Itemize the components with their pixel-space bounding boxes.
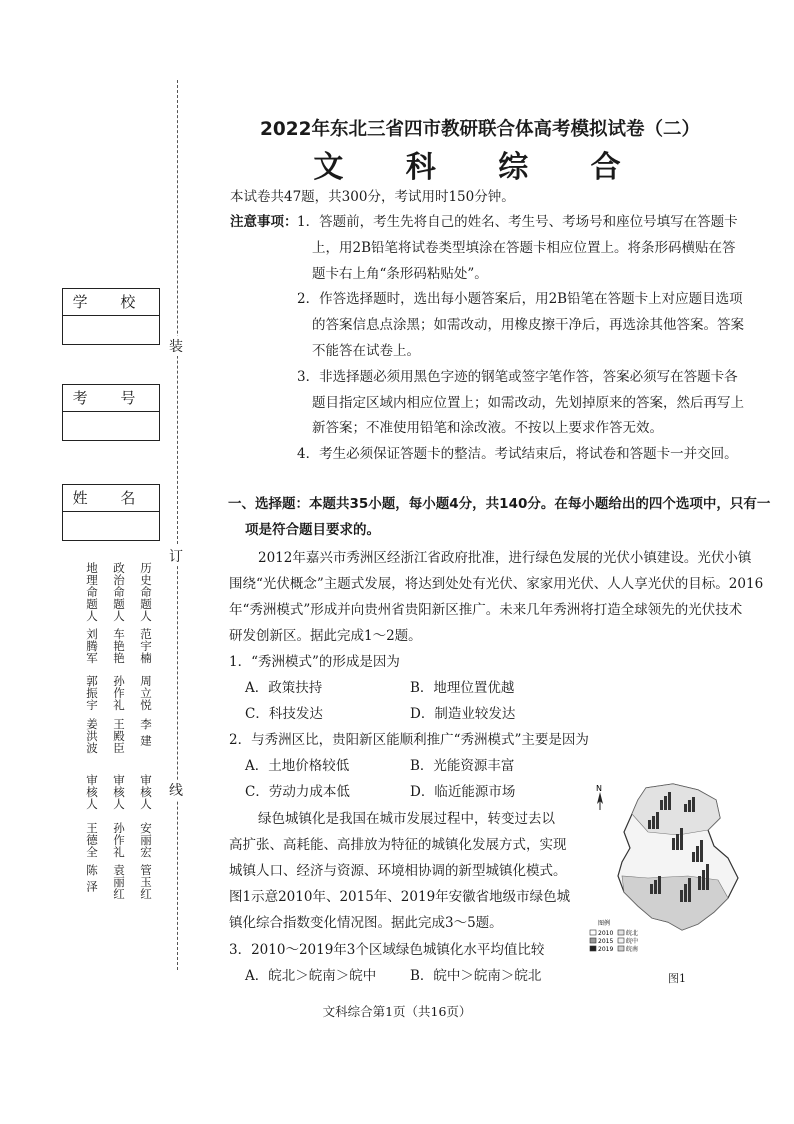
figure-caption: 图1	[668, 972, 686, 985]
passage-line: 图1示意2010年、2015年、2019年安徽省地级市绿色城	[229, 889, 571, 905]
question-3-stem: 3．2010～2019年3个区域绿色城镇化水平均值比较	[229, 942, 545, 958]
name-field[interactable]	[62, 484, 160, 541]
notice-line: 新答案；不准使用铅笔和涂改液。不按以上要求作答无效。	[312, 420, 663, 436]
passage-line: 研发创新区。据此完成1～2题。	[229, 628, 422, 644]
question-1-stem: 1．“秀洲模式”的形成是因为	[229, 654, 400, 670]
map-drawing	[588, 780, 788, 980]
staff-entry: 李 建	[139, 718, 153, 747]
legend-region: 皖中	[626, 938, 639, 945]
staff-entry: 袁丽红	[112, 864, 126, 900]
region-north	[632, 784, 720, 835]
binding-line	[177, 80, 178, 970]
map-legend	[590, 919, 638, 953]
legend-region: 皖南	[626, 946, 639, 953]
notice-line: 上，用2B铅笔将试卷类型填涂在答题卡相应位置上。将条形码横贴在答	[312, 240, 736, 256]
staff-entry: 姜洪波	[85, 718, 99, 754]
section-heading-cont: 项是符合题目要求的。	[245, 522, 380, 538]
staff-entry: 刘腾军	[85, 628, 99, 664]
staff-entry: 审核人	[112, 774, 126, 810]
section-heading: 一、选择题：本题共35小题，每小题4分，共140分。在每小题给出的四个选项中，只有一	[228, 496, 771, 512]
anhui-map-figure	[588, 780, 788, 985]
staff-entry: 王德全	[85, 822, 99, 858]
legend-year: 2010	[598, 930, 614, 937]
question-2-option-b[interactable]: B．光能资源丰富	[410, 758, 515, 774]
notice-line: 的答案信息点涂黑；如需改动，用橡皮擦干净后，再选涂其他答案。答案	[312, 317, 744, 333]
staff-entry: 安丽宏	[139, 822, 153, 858]
passage-line: 绿色城镇化是我国在城市发展过程中，转变过去以	[258, 811, 555, 827]
school-label: 学 校	[63, 289, 159, 316]
staff-entry: 审核人	[139, 774, 153, 810]
exam-intro: 本试卷共47题，共300分，考试用时150分钟。	[230, 189, 515, 205]
passage-line: 2012年嘉兴市秀洲区经浙江省政府批准，进行绿色发展的光伏小镇建设。光伏小镇	[258, 550, 752, 566]
school-field[interactable]	[62, 288, 160, 345]
passage-line: 镇化综合指数变化情况图。据此完成3～5题。	[229, 915, 503, 931]
north-label: N	[596, 784, 602, 793]
legend-title: 图例	[598, 920, 611, 927]
notice-line: 题卡右上角“条形码粘贴处”。	[312, 266, 488, 282]
passage-line: 围绕“光伏概念”主题式发展，将达到处处有光伏、家家用光伏、人人享光伏的目标。2016	[229, 576, 764, 592]
staff-entry: 孙作礼	[112, 675, 126, 711]
question-2-option-c[interactable]: C．劳动力成本低	[245, 784, 350, 800]
staff-entry: 范宇楠	[139, 628, 153, 664]
question-2-stem: 2．与秀洲区比，贵阳新区能顺利推广“秀洲模式”主要是因为	[229, 732, 589, 748]
question-1-option-c[interactable]: C．科技发达	[245, 706, 323, 722]
staff-entry: 地理命题人	[85, 562, 99, 622]
question-1-option-d[interactable]: D．制造业较发达	[410, 706, 516, 722]
gutter-char-zhuang: 装	[169, 336, 183, 356]
notice-label: 注意事项：	[230, 214, 298, 230]
subject-title: 文 科 综 合	[313, 150, 647, 185]
staff-entry: 郭振宇	[85, 675, 99, 711]
passage-line: 城镇人口、经济与资源、环境相协调的新型城镇化模式。	[229, 863, 567, 879]
staff-entry: 管玉红	[139, 864, 153, 900]
staff-entry: 孙作礼	[112, 822, 126, 858]
exam-title: 2022年东北三省四市教研联合体高考模拟试卷（二）	[260, 119, 700, 140]
staff-entry: 车艳艳	[112, 628, 126, 664]
passage-line: 高扩张、高耗能、高排放为特征的城镇化发展方式，实现	[229, 837, 567, 853]
gutter-char-xian: 线	[169, 780, 183, 800]
staff-entry: 历史命题人	[139, 562, 153, 622]
notice-line: 4．考生必须保证答题卡的整洁。考试结束后，将试卷和答题卡一并交回。	[297, 446, 738, 462]
exam-number-label: 考 号	[63, 385, 159, 412]
gutter-char-ding: 订	[169, 546, 183, 566]
region-south	[622, 876, 728, 930]
question-2-option-d[interactable]: D．临近能源市场	[410, 784, 516, 800]
exam-number-field[interactable]	[62, 384, 160, 441]
north-arrow-icon	[597, 792, 603, 810]
name-label: 姓 名	[63, 485, 159, 512]
passage-line: 年“秀洲模式”形成并向贵州省贵阳新区推广。未来几年秀洲将打造全球领先的光伏技术	[229, 602, 743, 618]
notice-line: 3．非选择题必须用黑色字迹的钢笔或签字笔作答，答案必须写在答题卡各	[297, 369, 738, 385]
legend-year: 2019	[598, 946, 614, 953]
staff-entry: 周立悦	[139, 675, 153, 711]
staff-entry: 王殿臣	[112, 718, 126, 754]
notice-line: 不能答在试卷上。	[312, 343, 420, 359]
legend-year: 2015	[598, 938, 614, 945]
question-1-option-b[interactable]: B．地理位置优越	[410, 680, 515, 696]
staff-entry: 审核人	[85, 774, 99, 810]
staff-entry: 政治命题人	[112, 562, 126, 622]
legend-region: 皖北	[626, 930, 639, 937]
question-3-option-a[interactable]: A．皖北＞皖南＞皖中	[245, 968, 377, 984]
question-2-option-a[interactable]: A．土地价格较低	[245, 758, 350, 774]
question-3-option-b[interactable]: B．皖中＞皖南＞皖北	[410, 968, 542, 984]
notice-line: 题目指定区域内相应位置上；如需改动，先划掉原来的答案，然后再写上	[312, 395, 744, 411]
staff-entry: 陈 泽	[85, 864, 99, 893]
notice-line: 2．作答选择题时，选出每小题答案后，用2B铅笔在答题卡上对应题目选项	[297, 291, 743, 307]
page-footer: 文科综合第1页（共16页）	[322, 1004, 472, 1019]
notice-line: 1．答题前，考生先将自己的姓名、考生号、考场号和座位号填写在答题卡	[297, 214, 738, 230]
question-1-option-a[interactable]: A．政策扶持	[245, 680, 323, 696]
